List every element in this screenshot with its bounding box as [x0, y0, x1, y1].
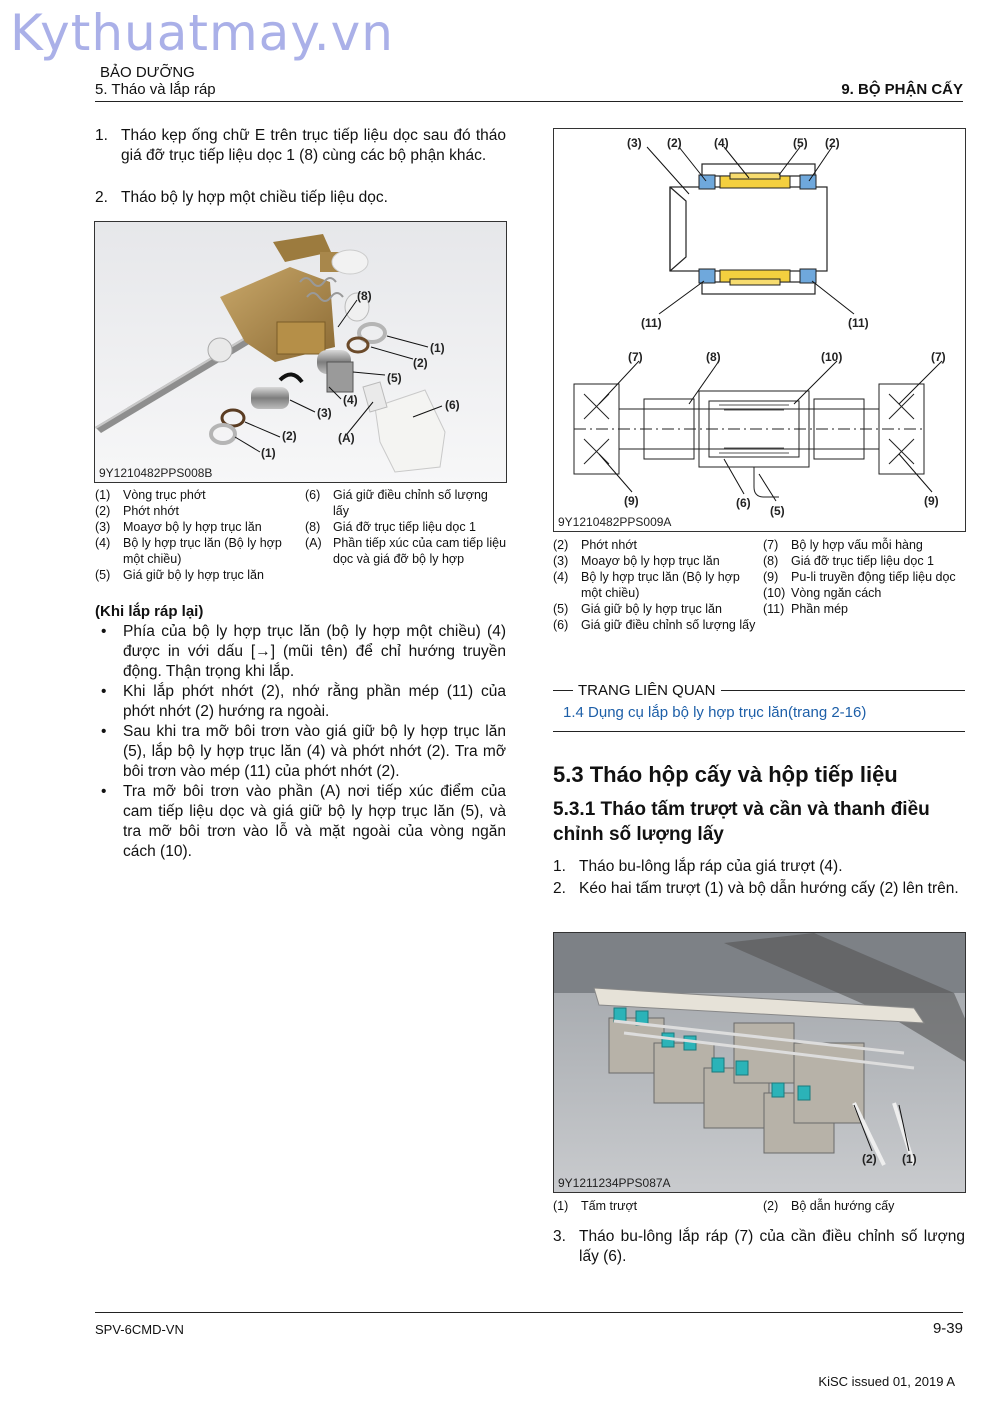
callout-1: (1)	[902, 1152, 917, 1166]
cross-section-diagram	[554, 129, 966, 532]
figure-cross-section	[553, 128, 966, 532]
footer-doc-code: SPV-6CMD-VN	[95, 1322, 184, 1337]
figure-code: 9Y1210482PPS008B	[99, 466, 213, 480]
figure-planting-unit	[553, 932, 966, 1193]
footer-divider	[95, 1312, 963, 1313]
legend-figure-3	[553, 1198, 966, 1214]
callout-11: (11)	[641, 316, 662, 330]
callout-2: (2)	[413, 356, 428, 370]
legend-item: (9) Pu-li truyền động tiếp liệu dọc	[763, 570, 956, 584]
figure-clutch-parts	[94, 221, 507, 483]
legend-item: (5) Giá giữ bộ ly hợp trục lăn	[553, 602, 722, 616]
callout-9: (9)	[624, 494, 639, 508]
step-number: 2.	[553, 880, 566, 897]
footer-page-number: 9-39	[932, 1320, 963, 1337]
legend-item: (3) Moayơ bộ ly hợp trục lăn	[95, 520, 262, 534]
legend-item: (2) Bộ dẫn hướng cấy	[763, 1199, 895, 1213]
step-number: 1.	[553, 858, 566, 875]
callout-1b: (1)	[261, 446, 276, 460]
callout-10: (10)	[821, 350, 843, 364]
legend-figure-1	[95, 487, 507, 583]
callout-5: (5)	[387, 371, 402, 385]
callout-2: (2)	[862, 1152, 877, 1166]
callout-1: (1)	[430, 341, 445, 355]
callout-a: (A)	[338, 431, 355, 445]
callout-8: (8)	[706, 350, 721, 364]
legend-item: (4) Bộ ly hợp trục lăn (Bộ ly hợp một chiều)	[95, 536, 282, 566]
step-text: Tháo bu-lông lắp ráp của giá trượt (4).	[579, 858, 843, 875]
legend-item: (2) Phớt nhớt	[95, 504, 180, 518]
related-title: TRANG LIÊN QUAN	[578, 682, 716, 699]
figure-code: 9Y1211234PPS087A	[558, 1176, 671, 1190]
step-number: 1.	[95, 127, 108, 144]
legend-item: (A) Phần tiếp xúc của cam tiếp liệu dọc và giá đỡ bộ ly hợp	[305, 536, 507, 566]
step-text: Tháo bu-lông lắp ráp (7) của cần điều chỉnh số lượng lấy (6).	[579, 1228, 965, 1265]
callout-9b: (9)	[924, 494, 939, 508]
reassembly-list	[95, 622, 506, 862]
left-step-2	[95, 188, 506, 208]
legend-item: (6) Giá giữ điều chỉnh số lượng lấy	[305, 488, 488, 518]
list-item: • Khi lắp phớt nhớt (2), nhớ rằng phần mép (11) của phớt nhớt (2) hướng ra ngoài.	[95, 682, 506, 722]
step-text: Kéo hai tấm trượt (1) và bộ dẫn hướng cấy (2) lên trên.	[579, 880, 959, 897]
legend-item: (1) Vòng trục phớt	[95, 488, 206, 502]
list-item: • Phía của bộ ly hợp trục lăn (bộ ly hợp một chiều) (4) được in với dấu [→] (mũi tên) để chỉ hướng truyền động. Thận trọng khi lắp.	[95, 622, 506, 682]
callout-5: (5)	[770, 504, 785, 518]
left-step-1	[95, 126, 506, 166]
watermark: Kythuatmay.vn	[10, 4, 394, 62]
step-number: 3.	[553, 1228, 566, 1245]
legend-item: (3) Moayơ bộ ly hợp trục lăn	[553, 554, 720, 568]
right-step-1	[553, 857, 965, 877]
legend-figure-2	[553, 537, 966, 633]
callout-3: (3)	[627, 136, 642, 150]
callout-6: (6)	[736, 496, 751, 510]
legend-item: (2) Phớt nhớt	[553, 538, 638, 552]
step-number: 2.	[95, 189, 108, 206]
planting-unit-photo	[554, 933, 966, 1193]
heading-5-3-1: 5.3.1 Tháo tấm trượt và cần và thanh điều chỉnh số lượng lấy	[553, 799, 930, 845]
legend-item: (4) Bộ ly hợp trục lăn (Bộ ly hợp một chiều)	[553, 570, 740, 600]
list-item: • Sau khi tra mỡ bôi trơn vào giá giữ bộ ly hợp trục lăn (5), lắp bộ ly hợp trục lăn (4) và phớt nhớt (2). Tra mỡ bôi trơn vào mép (11) của phớt nhớt (2).	[95, 722, 506, 782]
legend-item: (1) Tấm trượt	[553, 1199, 638, 1213]
legend-col-2	[305, 487, 507, 583]
legend-col-2	[763, 537, 966, 633]
header-chapter: 9. BỘ PHẬN CẤY	[841, 81, 963, 98]
legend-item: (8) Giá đỡ trục tiếp liệu dọc 1	[305, 520, 476, 534]
step-text: Tháo bộ ly hợp một chiều tiếp liệu dọc.	[121, 189, 388, 206]
callout-2b: (2)	[282, 429, 297, 443]
legend-item: (8) Giá đỡ trục tiếp liệu dọc 1	[763, 554, 934, 568]
legend-col-1	[95, 487, 305, 583]
callout-7: (7)	[628, 350, 643, 364]
figure-code: 9Y1210482PPS009A	[558, 515, 672, 529]
step-text: Tháo kẹp ống chữ E trên trục tiếp liệu dọc sau đó tháo giá đỡ trục tiếp liệu dọc 1 (8) cùng các bộ phận khác.	[121, 127, 506, 164]
legend-col-1	[553, 537, 763, 633]
right-step-2	[553, 879, 965, 899]
callout-7b: (7)	[931, 350, 946, 364]
legend-item: (11) Phần mép	[763, 602, 848, 616]
header-section: BẢO DƯỠNG	[100, 64, 195, 81]
header-subsection: 5. Tháo và lắp ráp	[95, 81, 216, 98]
footer-issued: KiSC issued 01, 2019 A	[818, 1374, 955, 1389]
related-link[interactable]: 1.4 Dụng cụ lắp bộ ly hợp trục lăn(trang 2-16)	[563, 704, 867, 721]
callout-4: (4)	[343, 393, 358, 407]
heading-5-3: 5.3 Tháo hộp cấy và hộp tiếp liệu	[553, 762, 898, 787]
callout-2b: (2)	[825, 136, 840, 150]
right-step-3	[553, 1227, 965, 1267]
legend-item: (10) Vòng ngăn cách	[763, 586, 882, 600]
legend-item: (7) Bộ ly hợp vấu mỗi hàng	[763, 538, 923, 552]
reassembly-title: (Khi lắp ráp lại)	[95, 603, 204, 620]
callout-6: (6)	[445, 398, 460, 412]
clutch-parts-illustration	[95, 222, 507, 483]
callout-3: (3)	[317, 406, 332, 420]
callout-2: (2)	[667, 136, 682, 150]
callout-4: (4)	[714, 136, 729, 150]
related-divider	[553, 731, 965, 732]
callout-8: (8)	[357, 289, 372, 303]
legend-item: (5) Giá giữ bộ ly hợp trục lăn	[95, 568, 264, 582]
header-divider	[95, 101, 963, 102]
list-item: • Tra mỡ bôi trơn vào phần (A) nơi tiếp xúc điểm của cam tiếp liệu dọc và giá giữ bộ ly hợp trục lăn (5), và tra mỡ bôi trơn vào lỗ và mặt ngoài của vòng ngăn cách (10).	[95, 782, 506, 862]
callout-11b: (11)	[848, 316, 869, 330]
legend-item: (6) Giá giữ điều chỉnh số lượng lấy	[553, 618, 756, 632]
related-box	[553, 682, 965, 732]
callout-5: (5)	[793, 136, 808, 150]
